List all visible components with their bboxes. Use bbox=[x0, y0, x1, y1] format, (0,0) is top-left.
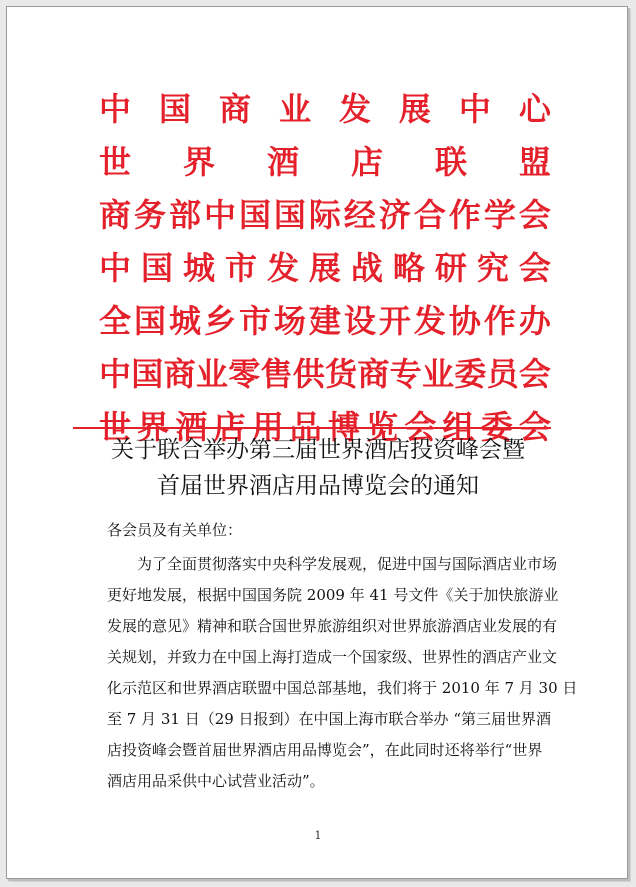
body-line: 化示范区和世界酒店联盟中国总部基地，我们将于 2010 年 7 月 30 日 bbox=[107, 679, 578, 697]
org-name bbox=[99, 242, 551, 295]
org-name-char: 酒 bbox=[266, 143, 299, 181]
org-name-char: 中 bbox=[203, 196, 236, 234]
org-name-char: 业 bbox=[421, 355, 454, 393]
org-name-char: 作 bbox=[448, 196, 481, 234]
body-line: 为了全面贯彻落实中央科学发展观，促进中国与国际酒店业市场 bbox=[137, 555, 558, 573]
org-name-char: 会 bbox=[404, 408, 437, 446]
org-name bbox=[99, 189, 551, 242]
org-name-char: 盟 bbox=[518, 143, 551, 181]
notice-title-line-2: 首届世界酒店用品博览会的通知 bbox=[157, 473, 479, 499]
org-name-char: 心 bbox=[518, 90, 551, 128]
org-name-char: 研 bbox=[434, 249, 467, 287]
org-name-char: 究 bbox=[476, 249, 509, 287]
org-name-char: 店 bbox=[350, 143, 383, 181]
org-name-char: 专 bbox=[389, 355, 422, 393]
org-name-char: 市 bbox=[224, 249, 257, 287]
org-name-char: 发 bbox=[266, 249, 299, 287]
red-header-divider bbox=[73, 427, 551, 429]
org-name-char: 员 bbox=[486, 355, 519, 393]
org-name-char: 货 bbox=[325, 355, 358, 393]
page-number: 1 bbox=[314, 829, 322, 842]
org-name-char: 商 bbox=[99, 196, 132, 234]
org-name-char: 商 bbox=[218, 90, 251, 128]
org-name-char: 战 bbox=[350, 249, 383, 287]
org-name-char: 国 bbox=[273, 196, 306, 234]
salutation: 各会员及有关单位： bbox=[107, 521, 243, 539]
org-name-char: 零 bbox=[228, 355, 261, 393]
notice-body bbox=[107, 549, 578, 797]
org-name-char: 协 bbox=[448, 302, 481, 340]
org-name-char: 国 bbox=[131, 355, 164, 393]
org-name-char: 展 bbox=[308, 249, 341, 287]
org-name-char: 联 bbox=[434, 143, 467, 181]
org-name-char: 委 bbox=[480, 408, 513, 446]
org-name-char: 略 bbox=[392, 249, 425, 287]
issuing-organizations bbox=[99, 83, 551, 454]
org-name-char: 业 bbox=[278, 90, 311, 128]
org-name-char: 建 bbox=[308, 302, 341, 340]
org-name-char: 商 bbox=[357, 355, 390, 393]
org-name-char: 学 bbox=[483, 196, 516, 234]
org-name-char: 作 bbox=[483, 302, 516, 340]
org-name-char: 设 bbox=[343, 302, 376, 340]
org-name-char: 售 bbox=[260, 355, 293, 393]
org-name-char: 展 bbox=[398, 90, 431, 128]
org-name-char: 城 bbox=[182, 249, 215, 287]
org-name-char: 用 bbox=[251, 408, 284, 446]
org-name-char: 办 bbox=[518, 302, 551, 340]
org-name-char: 中 bbox=[458, 90, 491, 128]
org-name-char: 品 bbox=[289, 408, 322, 446]
org-name-char: 务 bbox=[133, 196, 166, 234]
org-name-char: 览 bbox=[366, 408, 399, 446]
org-name-char: 中 bbox=[99, 249, 132, 287]
org-name-char: 国 bbox=[140, 249, 173, 287]
org-name-char: 国 bbox=[238, 196, 271, 234]
body-line: 发展的意见》精神和联合国世界旅游组织对世界旅游酒店业发展的有 bbox=[107, 617, 558, 635]
org-name-char: 乡 bbox=[203, 302, 236, 340]
org-name-char: 部 bbox=[168, 196, 201, 234]
org-name-char: 际 bbox=[308, 196, 341, 234]
org-name-char: 委 bbox=[454, 355, 487, 393]
org-name bbox=[99, 348, 551, 401]
org-name-char: 组 bbox=[442, 408, 475, 446]
org-name-char: 会 bbox=[518, 408, 551, 446]
org-name-char: 博 bbox=[328, 408, 361, 446]
org-name-char: 城 bbox=[168, 302, 201, 340]
org-name-char: 世 bbox=[99, 143, 132, 181]
org-name bbox=[99, 136, 551, 189]
org-name-char: 界 bbox=[182, 143, 215, 181]
org-name-char: 店 bbox=[213, 408, 246, 446]
org-name-char: 合 bbox=[413, 196, 446, 234]
org-name bbox=[99, 83, 551, 136]
org-name-char: 全 bbox=[99, 302, 132, 340]
org-name-char: 会 bbox=[518, 249, 551, 287]
org-name-char: 场 bbox=[273, 302, 306, 340]
notice-title-line-1: 关于联合举办第三届世界酒店投资峰会暨 bbox=[111, 437, 525, 463]
org-name-char: 开 bbox=[378, 302, 411, 340]
org-name-char: 业 bbox=[195, 355, 228, 393]
org-name-char: 国 bbox=[158, 90, 191, 128]
org-name bbox=[99, 295, 551, 348]
org-name-char: 经 bbox=[343, 196, 376, 234]
org-name-char: 中 bbox=[99, 355, 132, 393]
org-name-char: 发 bbox=[338, 90, 371, 128]
org-name-char: 世 bbox=[99, 408, 132, 446]
org-name-char: 国 bbox=[133, 302, 166, 340]
org-name-char: 界 bbox=[137, 408, 170, 446]
body-line: 更好地发展，根据中国国务院 2009 年 41 号文件《关于加快旅游业 bbox=[107, 586, 559, 604]
org-name-char: 济 bbox=[378, 196, 411, 234]
body-line: 酒店用品采供中心试营业活动”。 bbox=[107, 772, 325, 790]
body-line: 店投资峰会暨首届世界酒店用品博览会”，在此同时还将举行“世界 bbox=[107, 741, 543, 759]
org-name-char: 供 bbox=[292, 355, 325, 393]
org-name-char: 中 bbox=[99, 90, 132, 128]
document-page bbox=[6, 6, 628, 879]
org-name-char: 会 bbox=[518, 196, 551, 234]
org-name-char: 酒 bbox=[175, 408, 208, 446]
body-line: 至 7 月 31 日（29 日报到）在中国上海市联合举办 “第三届世界酒 bbox=[107, 710, 551, 728]
body-line: 关规划，并致力在中国上海打造成一个国家级、世界性的酒店产业文 bbox=[107, 648, 558, 666]
org-name-char: 市 bbox=[238, 302, 271, 340]
org-name-char: 商 bbox=[163, 355, 196, 393]
org-name-char: 发 bbox=[413, 302, 446, 340]
org-name-char: 会 bbox=[518, 355, 551, 393]
